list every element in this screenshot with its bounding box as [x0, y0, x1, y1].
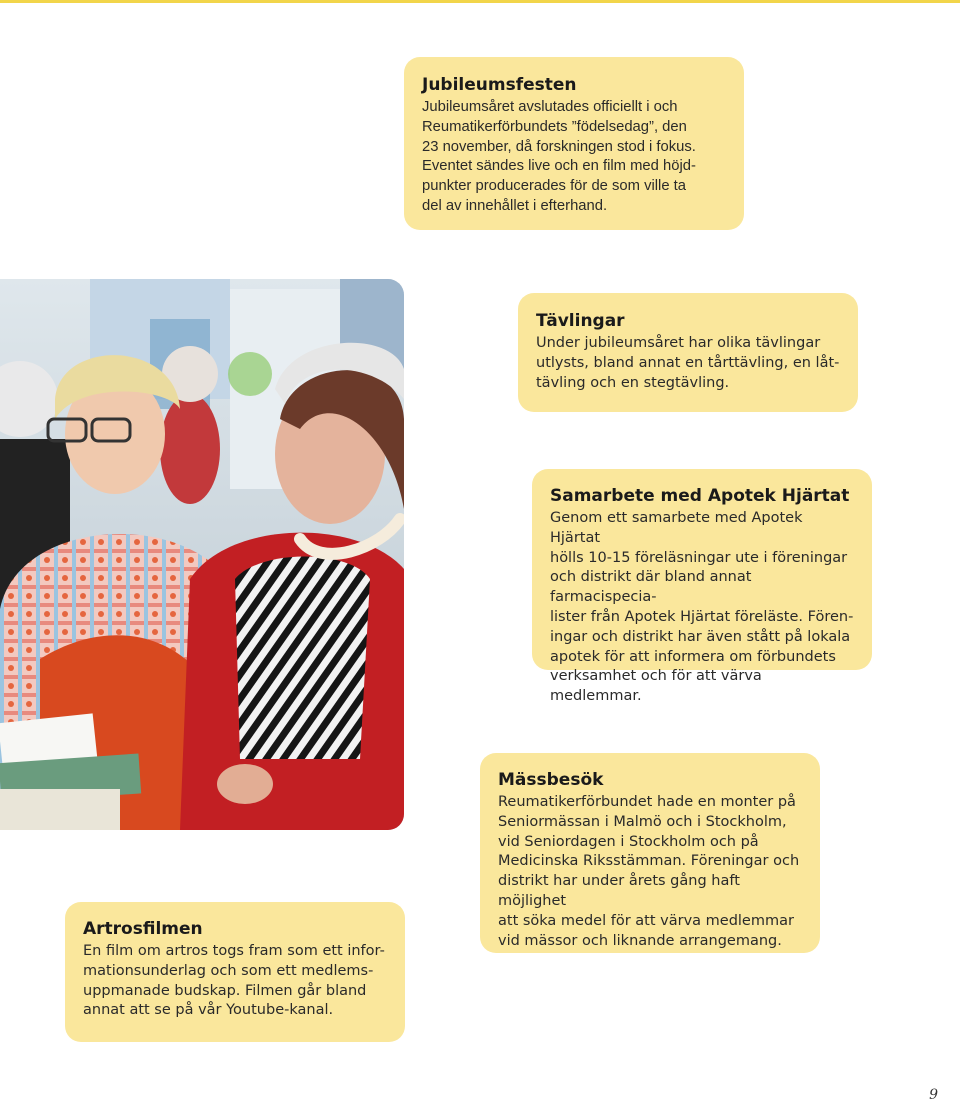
box-text: Jubileumsåret avslutades officiellt i och Reumatikerförbundets ”födelsedag”, den 23 november, då forskningen stod i fokus. Eventet sändes live och en film med höjd- punkter producerades för de som ville ta del av innehållet i efterhand. [422, 99, 696, 214]
box-title: Artrosfilmen [83, 919, 203, 939]
box-title: Mässbesök [498, 770, 604, 790]
box-text: Genom ett samarbete med Apotek Hjärtat hölls 10-15 föreläsningar ute i föreningar och distrikt där bland annat farmacispecia- lister från Apotek Hjärtat föreläste. Fören- ingar och distrikt har även stått på lokala apotek för att informera om förbundets verksamhet och för att värva medlemmar. [550, 510, 854, 705]
box-artrosfilmen [65, 902, 405, 1042]
box-title: Jubileumsfesten [422, 75, 577, 95]
box-text: En film om artros togs fram som ett infor- mationsunderlag och som ett medlems- uppmanade budskap. Filmen går bland annat att se på vår Youtube-kanal. [83, 943, 385, 1019]
box-tavlingar [518, 293, 858, 412]
photo-women-at-fair [0, 279, 404, 830]
box-title: Tävlingar [536, 311, 625, 331]
box-text: Reumatikerförbundet hade en monter på Seniormässan i Malmö och i Stockholm, vid Seniordagen i Stockholm och på Medicinska Riksstämman. Föreningar och distrikt har under årets gång haft möjlighet att söka medel för att värva medlemmar vid mässor och liknande arrangemang. [498, 794, 800, 949]
box-samarbete-apotek [532, 469, 872, 705]
box-text: Under jubileumsåret har olika tävlingar utlysts, bland annat en tårttävling, en låt- tävling och en stegtävling. [536, 335, 840, 391]
box-title: Samarbete med Apotek Hjärtat [550, 486, 850, 506]
page-number: 9 [929, 1087, 938, 1103]
photo-illustration [0, 279, 404, 830]
box-jubileumsfesten [404, 57, 744, 230]
top-accent-line [0, 0, 960, 3]
box-massbesok [480, 753, 820, 953]
